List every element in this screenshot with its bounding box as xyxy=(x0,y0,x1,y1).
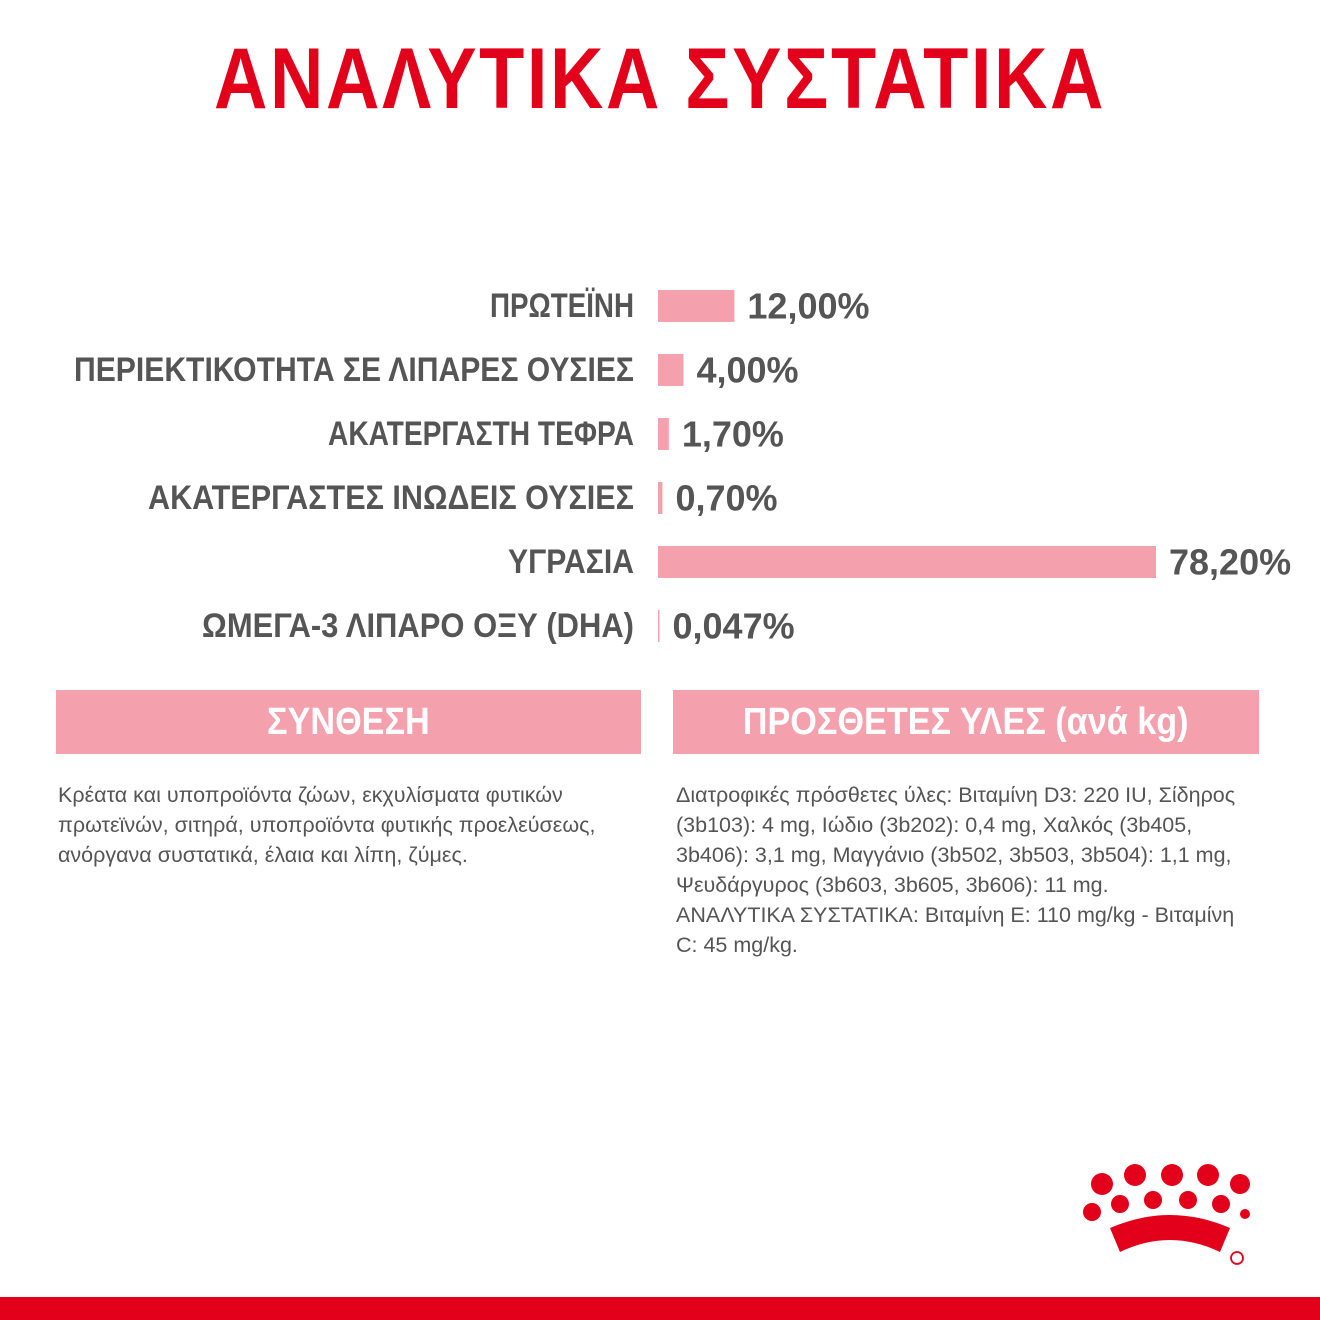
bar xyxy=(658,482,662,514)
bar xyxy=(658,418,669,450)
value-label: 0,70% xyxy=(675,477,778,519)
composition-heading-box xyxy=(56,690,641,754)
composition-line: ανόργανα συστατικά, έλαια και λίπη, ζύμες. xyxy=(58,843,468,867)
additives-line: 3b406): 3,1 mg, Μαγγάνιο (3b502, 3b503, 3b504): 1,1 mg, xyxy=(676,843,1232,867)
analytical-constituents-chart xyxy=(0,270,1320,660)
additives-line: C: 45 mg/kg. xyxy=(676,933,798,957)
additives-line: (3b103): 4 mg, Ιώδιο (3b202): 0,4 mg, Χαλκός (3b405, xyxy=(676,813,1193,837)
value-label: 12,00% xyxy=(747,285,870,327)
composition-heading: ΣΥΝΘΕΣΗ xyxy=(267,700,430,743)
category-label: ΑΚΑΤΕΡΓΑΣΤΗ ΤΕΦΡΑ xyxy=(328,415,634,453)
value-label: 4,00% xyxy=(696,349,799,391)
category-label: ΠΕΡΙΕΚΤΙΚΟΤΗΤΑ ΣΕ ΛΙΠΑΡΕΣ ΟΥΣΙΕΣ xyxy=(74,351,634,389)
category-label: ΑΚΑΤΕΡΓΑΣΤΕΣ ΙΝΩΔΕΙΣ ΟΥΣΙΕΣ xyxy=(148,479,634,517)
category-label: ΠΡΩΤΕΪΝΗ xyxy=(490,287,634,325)
bar xyxy=(658,610,660,642)
bar xyxy=(658,290,734,322)
composition-line: πρωτεϊνών, σιτηρά, υποπροϊόντα φυτικής προελεύσεως, xyxy=(58,813,596,837)
category-label: ΩΜΕΓΑ-3 ΛΙΠΑΡΟ ΟΞΥ (DHA) xyxy=(202,607,634,645)
composition-text xyxy=(58,780,648,870)
additives-heading-box xyxy=(673,690,1259,754)
bottom-bar xyxy=(0,1297,1320,1320)
category-label: ΥΓΡΑΣΙΑ xyxy=(508,543,634,581)
additives-line: Διατροφικές πρόσθετες ύλες: Βιταμίνη D3: 220 IU, Σίδηρος xyxy=(676,783,1236,807)
additives-line: ΑΝΑΛΥΤΙΚΑ ΣΥΣΤΑΤΙΚΑ: Βιταμίνη E: 110 mg/kg - Βιταμίνη xyxy=(676,903,1235,927)
bar xyxy=(658,354,683,386)
page-title: ΑΝΑΛΥΤΙΚΑ ΣΥΣΤΑΤΙΚΑ xyxy=(214,31,1106,127)
value-label: 78,20% xyxy=(1169,541,1292,583)
value-label: 1,70% xyxy=(681,413,784,455)
additives-line: Ψευδάργυρος (3b603, 3b605, 3b606): 11 mg. xyxy=(676,873,1109,897)
additives-text xyxy=(676,780,1276,960)
additives-heading: ΠΡΟΣΘΕΤΕΣ ΥΛΕΣ (ανά kg) xyxy=(743,700,1189,743)
royal-canin-crown-icon xyxy=(1080,1162,1250,1270)
bar xyxy=(658,546,1156,578)
value-label: 0,047% xyxy=(672,605,795,647)
composition-line: Κρέατα και υποπροϊόντα ζώων, εκχυλίσματα φυτικών xyxy=(58,783,563,807)
